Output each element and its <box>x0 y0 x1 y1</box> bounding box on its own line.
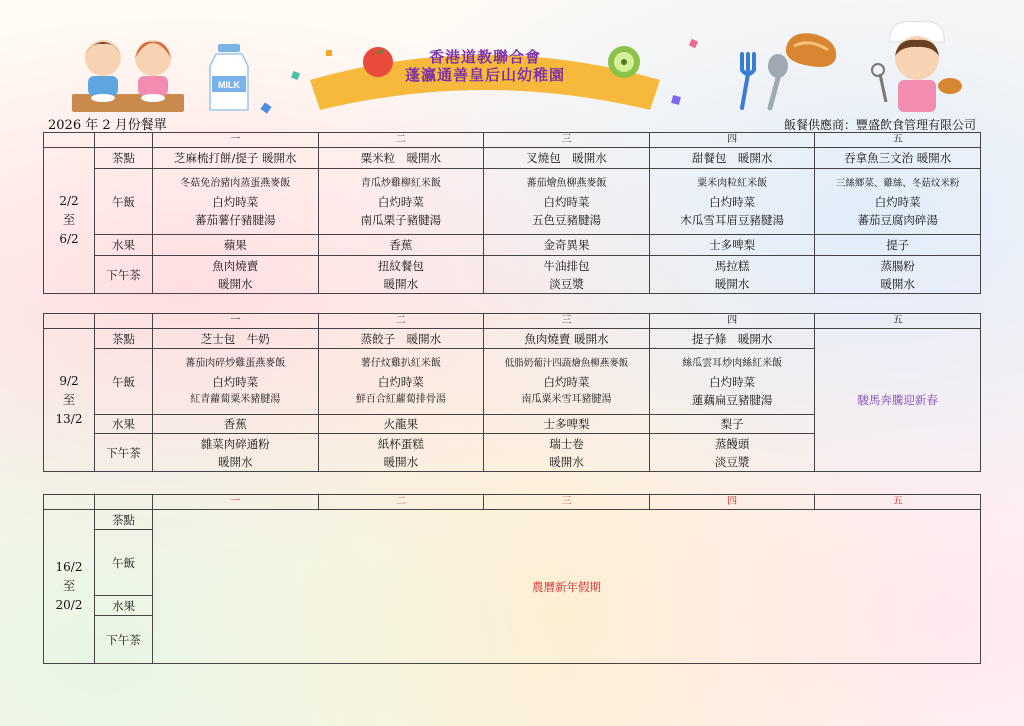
date-start: 9/2 <box>59 373 79 388</box>
menu-cell: 粟米粒 暖開水 <box>318 148 484 169</box>
category-label: 下午茶 <box>95 256 153 294</box>
menu-cell: 蕃茄燴魚柳燕麥飯 白灼時菜 五色豆豬腱湯 <box>484 169 650 235</box>
category-label: 茶點 <box>95 510 153 530</box>
school-banner <box>310 40 660 118</box>
date-range-cell <box>44 148 95 294</box>
day-header: 四 <box>649 495 815 510</box>
holiday-notice: 農曆新年假期 <box>153 510 981 664</box>
menu-cell: 雜菜肉碎通粉 暖開水 <box>153 434 319 472</box>
day-header: 四 <box>649 133 815 148</box>
menu-cell: 牛油排包 淡豆漿 <box>484 256 650 294</box>
menu-cell: 甜餐包 暖開水 <box>649 148 815 169</box>
date-range-cell <box>44 510 95 664</box>
day-header: 三 <box>484 133 650 148</box>
date-end: 20/2 <box>55 598 83 612</box>
day-header: 一 <box>153 495 319 510</box>
menu-cell: 梨子 <box>649 415 815 434</box>
menu-cell: 冬菇免治豬肉蒸蛋燕麥飯 白灼時菜 蕃茄薯仔豬腱湯 <box>153 169 319 235</box>
menu-cell: 火龍果 <box>318 415 484 434</box>
menu-cell: 金奇異果 <box>484 235 650 256</box>
date-end: 13/2 <box>55 411 83 426</box>
menu-cell: 三絲鄉菜、雞絲、冬菇炆米粉 白灼時菜 蕃茄豆腐肉碎湯 <box>815 169 981 235</box>
category-label: 午飯 <box>95 169 153 235</box>
menu-cell: 扭紋餐包 暖開水 <box>318 256 484 294</box>
chef-girl-illustration <box>862 16 972 114</box>
day-header: 五 <box>815 133 981 148</box>
confetti-square-icon <box>689 39 698 48</box>
banner-organisation: 香港道教聯合會 <box>428 48 541 66</box>
menu-title: 2026 年 2 月份餐單 <box>48 118 167 133</box>
day-header: 五 <box>815 495 981 510</box>
menu-cell: 瑞士卷 暖開水 <box>484 434 650 472</box>
festive-note: 駿馬奔騰迎新春 <box>815 329 981 472</box>
category-label: 水果 <box>95 596 153 616</box>
menu-cell: 士多啤梨 <box>649 235 815 256</box>
menu-table-week-3 <box>43 494 981 664</box>
date-start: 2/2 <box>59 194 79 208</box>
confetti-square-icon <box>671 95 681 105</box>
supplier-name: 飯餐供應商：豐盛飲食管理有限公司 <box>783 118 976 132</box>
menu-cell: 提子 <box>815 235 981 256</box>
menu-cell: 蘋果 <box>153 235 319 256</box>
snack-row <box>44 148 981 169</box>
snack-row <box>44 510 981 530</box>
date-separator: 至 <box>62 579 75 593</box>
confetti-square-icon <box>260 102 271 113</box>
day-header: 五 <box>815 314 981 329</box>
day-header: 二 <box>318 133 484 148</box>
menu-cell: 吞拿魚三文治 暖開水 <box>815 148 981 169</box>
menu-cell: 青瓜炒雞柳紅米飯 白灼時菜 南瓜栗子豬腱湯 <box>318 169 484 235</box>
day-header: 二 <box>318 495 484 510</box>
menu-cell: 蒸腸粉 暖開水 <box>815 256 981 294</box>
milk-bottle-illustration <box>206 42 252 114</box>
day-header: 二 <box>318 314 484 329</box>
day-header: 三 <box>484 314 650 329</box>
banner-school-name: 蓬瀛通善皇后山幼稚園 <box>404 66 565 84</box>
date-range-cell <box>44 329 95 472</box>
menu-cell: 絲瓜雲耳炒肉絲紅米飯 白灼時菜 蓮藕扁豆豬腱湯 <box>649 349 815 415</box>
day-header-row <box>44 495 981 510</box>
category-label: 茶點 <box>95 329 153 349</box>
menu-cell: 粟米肉粒紅米飯 白灼時菜 木瓜雪耳眉豆豬腱湯 <box>649 169 815 235</box>
category-label: 下午茶 <box>95 434 153 472</box>
menu-cell: 提子條 暖開水 <box>649 329 815 349</box>
menu-cell: 低脂奶葡汁四蔬燴魚柳燕麥飯 白灼時菜 南瓜粟米雪耳豬腱湯 <box>484 349 650 415</box>
menu-cell: 香蕉 <box>318 235 484 256</box>
menu-cell: 薯仔炆雞扒紅米飯 白灼時菜 鮮百合紅蘿蔔排骨湯 <box>318 349 484 415</box>
menu-cell: 芝麻梳打餅/提子 暖開水 <box>153 148 319 169</box>
menu-table-week-1 <box>43 132 981 294</box>
children-eating-illustration <box>68 24 188 116</box>
date-separator: 至 <box>62 213 75 227</box>
date-separator: 至 <box>62 392 75 407</box>
category-label: 午飯 <box>95 349 153 415</box>
menu-cell: 馬拉糕 暖開水 <box>649 256 815 294</box>
category-label: 下午茶 <box>95 616 153 664</box>
menu-cell: 魚肉燒賣 暖開水 <box>484 329 650 349</box>
menu-cell: 紙杯蛋糕 暖開水 <box>318 434 484 472</box>
menu-cell: 蒸饅頭 淡豆漿 <box>649 434 815 472</box>
menu-cell: 蕃茄肉碎炒雞蛋燕麥飯 白灼時菜 紅青蘿蔔粟米豬腱湯 <box>153 349 319 415</box>
confetti-square-icon <box>291 71 300 80</box>
menu-table-week-2 <box>43 313 981 472</box>
lunch-row <box>44 169 981 235</box>
day-header-row <box>44 314 981 329</box>
fruit-row <box>44 235 981 256</box>
date-start: 16/2 <box>55 560 83 574</box>
menu-cell: 魚肉燒賣 暖開水 <box>153 256 319 294</box>
menu-cell: 蒸餃子 暖開水 <box>318 329 484 349</box>
tea-row <box>44 256 981 294</box>
menu-cell: 芝士包 牛奶 <box>153 329 319 349</box>
day-header: 三 <box>484 495 650 510</box>
category-label: 午飯 <box>95 530 153 596</box>
menu-cell: 士多啤梨 <box>484 415 650 434</box>
category-label: 水果 <box>95 235 153 256</box>
category-label: 水果 <box>95 415 153 434</box>
menu-cell: 香蕉 <box>153 415 319 434</box>
menu-cell: 叉燒包 暖開水 <box>484 148 650 169</box>
milk-label: MILK <box>218 80 240 90</box>
date-end: 6/2 <box>59 232 79 246</box>
day-header-row <box>44 133 981 148</box>
category-label: 茶點 <box>95 148 153 169</box>
snack-row <box>44 329 981 349</box>
bread-icon <box>780 26 842 74</box>
day-header: 四 <box>649 314 815 329</box>
day-header: 一 <box>153 133 319 148</box>
day-header: 一 <box>153 314 319 329</box>
